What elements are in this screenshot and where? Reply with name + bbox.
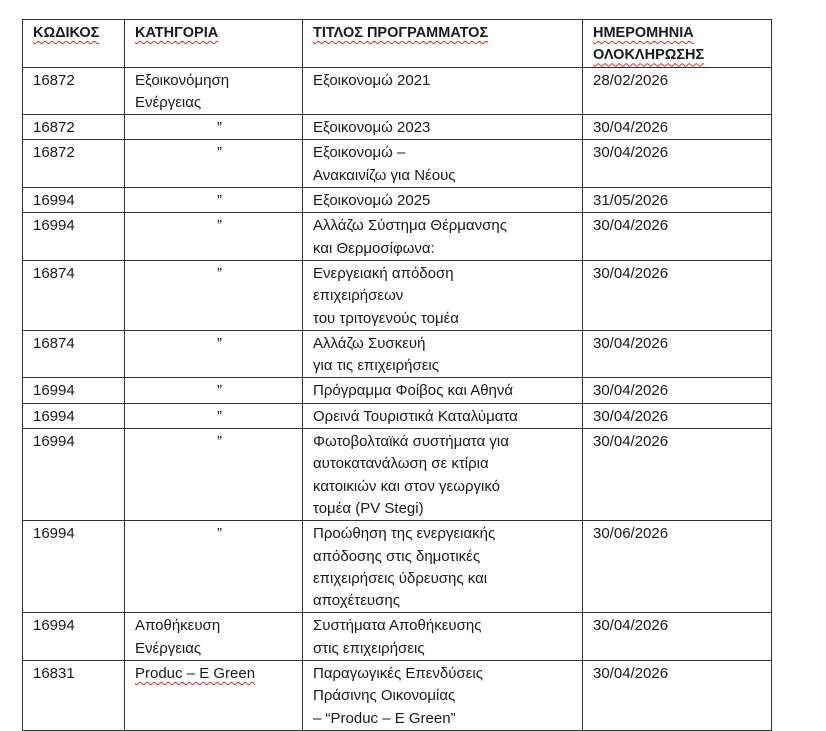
date-text: 30/04/2026 <box>593 144 669 162</box>
cell-code <box>23 188 125 213</box>
category-text: ” <box>217 334 222 352</box>
cell-category <box>125 140 303 188</box>
cell-title <box>303 188 583 213</box>
cell-title <box>303 213 583 261</box>
cell-category <box>125 661 303 731</box>
title-text: Ενεργειακή απόδοση επιχειρήσεων του τριτογενούς τομέα <box>313 264 459 327</box>
header-title <box>303 20 583 68</box>
header-code-text: ΚΩΔΙΚΟΣ <box>33 25 100 41</box>
date-text: 30/06/2026 <box>593 525 669 543</box>
header-row <box>23 20 772 68</box>
cell-title <box>303 613 583 661</box>
cell-category <box>125 213 303 261</box>
cell-title <box>303 661 583 731</box>
date-text: 30/04/2026 <box>593 617 669 635</box>
code-text: 16874 <box>33 334 75 352</box>
category-text: ” <box>217 119 222 137</box>
category-text: Produc – E Green <box>135 665 256 683</box>
header-date-text: ΗΜΕΡΟΜΗΝΙΑ ΟΛΟΚΛΗΡΩΣΗΣ <box>593 25 705 64</box>
table-row <box>23 140 772 188</box>
title-text: Εξοικονομώ 2021 <box>313 71 431 89</box>
cell-category <box>125 521 303 613</box>
programs-table <box>22 19 772 731</box>
title-text: Πρόγραμμα Φοίβος και Αθηνά <box>313 382 514 400</box>
date-text: 30/04/2026 <box>593 334 669 352</box>
code-text: 16874 <box>33 264 75 282</box>
cell-category <box>125 330 303 378</box>
category-text: ” <box>217 433 222 451</box>
cell-code <box>23 213 125 261</box>
header-category-text: ΚΑΤΗΓΟΡΙΑ <box>135 25 219 41</box>
cell-code <box>23 378 125 403</box>
title-text: Εξοικονομώ 2025 <box>313 192 431 210</box>
cell-code <box>23 115 125 140</box>
cell-code <box>23 521 125 613</box>
code-text: 16994 <box>33 433 75 451</box>
code-text: 16994 <box>33 192 75 210</box>
code-text: 16872 <box>33 144 75 162</box>
date-text: 30/04/2026 <box>593 665 669 683</box>
table-row <box>23 213 772 261</box>
table-row <box>23 521 772 613</box>
title-text: Συστήματα Αποθήκευσης στις επιχειρήσεις <box>313 617 482 657</box>
cell-title <box>303 260 583 330</box>
date-text: 30/04/2026 <box>593 264 669 282</box>
cell-category <box>125 260 303 330</box>
code-text: 16994 <box>33 382 75 400</box>
cell-date <box>583 188 772 213</box>
cell-title <box>303 378 583 403</box>
header-date <box>583 20 772 68</box>
table-row <box>23 67 772 115</box>
date-text: 31/05/2026 <box>593 192 669 210</box>
title-text: Εξοικονομώ 2023 <box>313 119 431 137</box>
category-text: ” <box>217 525 222 543</box>
cell-title <box>303 115 583 140</box>
cell-date <box>583 213 772 261</box>
title-text: Προώθηση της ενεργειακής απόδοσης στις δημοτικές επιχειρήσεις ύδρευσης και αποχέτευσης <box>313 525 496 610</box>
code-text: 16994 <box>33 525 75 543</box>
title-text: Αλλάζω Συσκευή για τις επιχειρήσεις <box>313 334 439 375</box>
table-row <box>23 260 772 330</box>
code-text: 16994 <box>33 217 75 235</box>
cell-code <box>23 330 125 378</box>
table-row <box>23 429 772 521</box>
cell-date <box>583 140 772 188</box>
date-text: 28/02/2026 <box>593 71 669 89</box>
title-text: Ορεινά Τουριστικά Καταλύματα <box>313 407 518 425</box>
cell-date <box>583 67 772 115</box>
cell-date <box>583 260 772 330</box>
date-text: 30/04/2026 <box>593 119 669 137</box>
cell-title <box>303 429 583 521</box>
cell-date <box>583 661 772 731</box>
category-text: ” <box>217 144 222 162</box>
date-text: 30/04/2026 <box>593 433 669 451</box>
cell-title <box>303 521 583 613</box>
cell-code <box>23 661 125 731</box>
cell-category <box>125 378 303 403</box>
cell-date <box>583 521 772 613</box>
header-title-text: ΤΙΤΛΟΣ ΠΡΟΓΡΑΜΜΑΤΟΣ <box>313 25 489 41</box>
header-category <box>125 20 303 68</box>
table-body <box>23 67 772 730</box>
table-row <box>23 661 772 731</box>
cell-date <box>583 429 772 521</box>
code-text: 16872 <box>33 71 75 89</box>
cell-date <box>583 115 772 140</box>
code-text: 16831 <box>33 665 75 683</box>
table-row <box>23 330 772 378</box>
category-text: ” <box>217 217 222 235</box>
cell-date <box>583 613 772 661</box>
header-code <box>23 20 125 68</box>
cell-category <box>125 115 303 140</box>
cell-date <box>583 378 772 403</box>
cell-code <box>23 140 125 188</box>
category-text: Εξοικονόμηση Ενέργειας <box>135 71 230 111</box>
date-text: 30/04/2026 <box>593 407 669 425</box>
table-row <box>23 378 772 403</box>
cell-category <box>125 188 303 213</box>
cell-category <box>125 67 303 115</box>
code-text: 16994 <box>33 617 75 635</box>
cell-title <box>303 67 583 115</box>
cell-title <box>303 140 583 188</box>
table-row <box>23 188 772 213</box>
category-text: ” <box>217 264 222 282</box>
category-text: ” <box>217 382 222 400</box>
table-row <box>23 613 772 661</box>
cell-code <box>23 429 125 521</box>
cell-code <box>23 613 125 661</box>
cell-date <box>583 330 772 378</box>
table-row <box>23 115 772 140</box>
code-text: 16994 <box>33 407 75 425</box>
cell-code <box>23 403 125 428</box>
cell-category <box>125 429 303 521</box>
title-text: Παραγωγικές Επενδύσεις Πράσινης Οικονομίας – “Produc – E Green” <box>313 665 483 727</box>
cell-code <box>23 260 125 330</box>
date-text: 30/04/2026 <box>593 382 669 400</box>
cell-code <box>23 67 125 115</box>
table-row <box>23 403 772 428</box>
category-text: ” <box>217 407 222 425</box>
title-text: Εξοικονομώ – Ανακαινίζω για Νέους <box>313 144 456 184</box>
code-text: 16872 <box>33 119 75 137</box>
cell-title <box>303 330 583 378</box>
title-text: Αλλάζω Σύστημα Θέρμανσης και Θερμοσίφωνα: <box>313 217 507 257</box>
title-text: Φωτοβολταϊκά συστήματα για αυτοκατανάλωση σε κτίρια κατοικιών και στον γεωργικό τομέα (PV Stegi) <box>313 433 509 517</box>
category-text: ” <box>217 192 222 210</box>
cell-title <box>303 403 583 428</box>
date-text: 30/04/2026 <box>593 217 669 235</box>
cell-category <box>125 613 303 661</box>
category-text: Αποθήκευση Ενέργειας <box>135 617 221 657</box>
cell-date <box>583 403 772 428</box>
cell-category <box>125 403 303 428</box>
